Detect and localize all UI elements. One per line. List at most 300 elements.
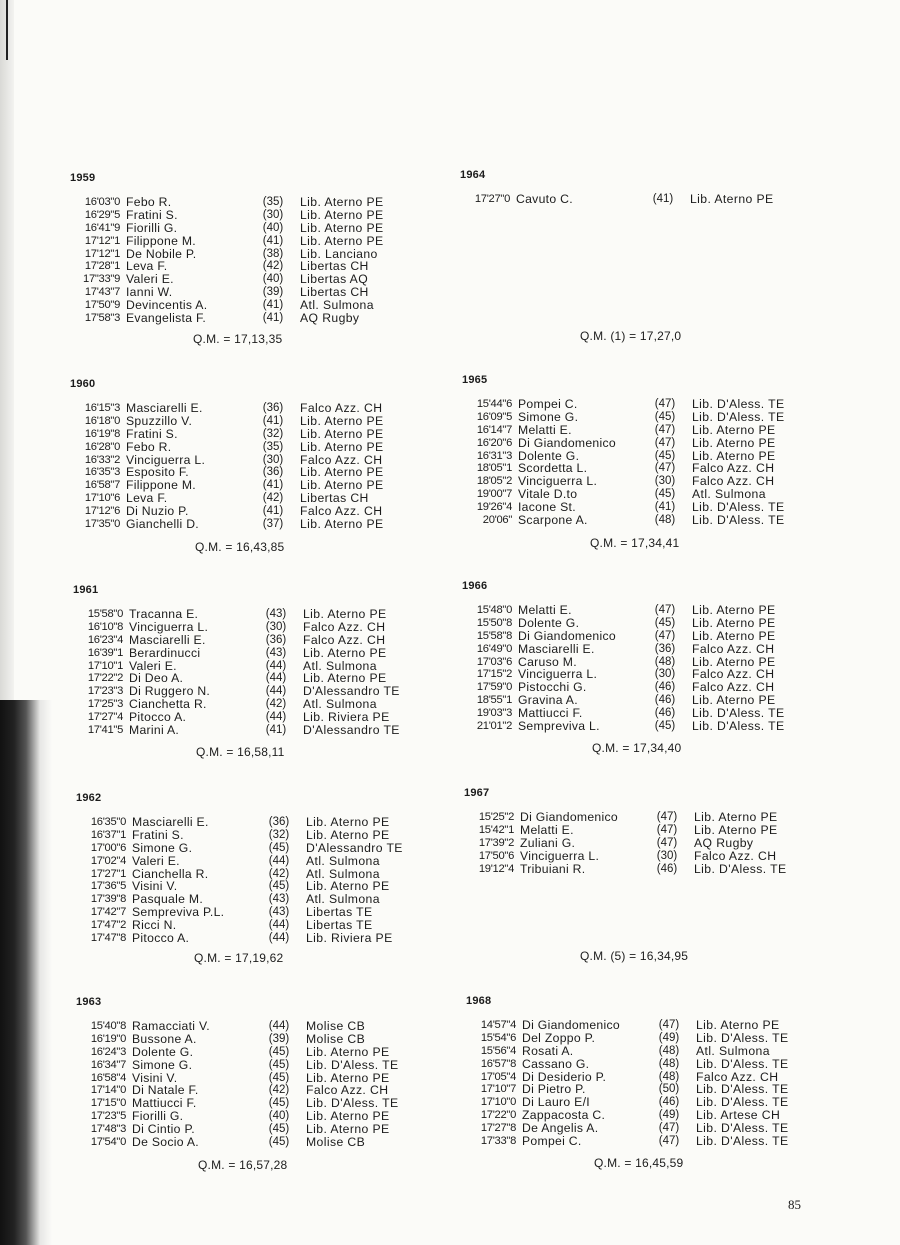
athlete-age: (45) — [654, 488, 676, 501]
athlete-name: Del Zoppo P. — [522, 1030, 596, 1045]
result-row — [76, 932, 456, 945]
club-name: Falco Azz. CH — [696, 1069, 779, 1084]
finish-time: 15'56"4 — [480, 1044, 516, 1057]
year-heading: 1959 — [70, 172, 96, 184]
result-row — [76, 829, 456, 842]
results-list — [466, 1019, 846, 1148]
club-name: Falco Azz. CH — [306, 1083, 389, 1098]
club-name: Libertas TE — [306, 905, 373, 920]
athlete-name: Di Giandomenico — [518, 628, 616, 643]
athlete-age: (46) — [658, 1096, 680, 1109]
year-heading: 1962 — [76, 792, 102, 804]
club-name: Lib. D'Aless. TE — [696, 1121, 789, 1136]
finish-time: 17'10"0 — [480, 1096, 516, 1109]
average-time-1960: Q.M. = 16,43,85 — [195, 540, 285, 554]
result-row — [462, 411, 842, 424]
average-time-1963: Q.M. = 16,57,28 — [198, 1158, 288, 1172]
result-row — [462, 604, 842, 617]
club-name: Lib. Aterno PE — [303, 645, 387, 660]
athlete-age: (35) — [262, 440, 284, 453]
finish-time: 18'05"1 — [476, 462, 512, 475]
club-name: Atl. Sulmona — [306, 892, 380, 907]
club-name: Lib. Aterno PE — [694, 822, 778, 837]
athlete-age: (47) — [654, 462, 676, 475]
athlete-name: Sempreviva L. — [518, 719, 600, 734]
finish-time: 17'41"5 — [87, 724, 123, 737]
athlete-age: (45) — [268, 1136, 290, 1149]
club-name: Lib. Aterno PE — [692, 693, 776, 708]
year-heading: 1968 — [466, 995, 492, 1007]
club-name: Molise CB — [306, 1019, 366, 1033]
finish-time: 16'49"0 — [476, 642, 512, 655]
athlete-name: Di Nuzio P. — [126, 504, 189, 519]
finish-time: 17'22"0 — [480, 1109, 516, 1122]
finish-time: 17'59"0 — [476, 681, 512, 694]
athlete-name: Valeri E. — [132, 853, 180, 868]
finish-time: 17'14"0 — [90, 1084, 126, 1097]
result-row — [76, 1059, 456, 1072]
club-name: Lib. D'Aless. TE — [692, 397, 785, 411]
finish-time: 17'27"8 — [480, 1122, 516, 1135]
club-name: Lib. Aterno PE — [692, 654, 776, 669]
finish-time: 16'35"3 — [84, 466, 120, 479]
athlete-age: (36) — [654, 642, 676, 655]
finish-time: 17'39"8 — [90, 893, 126, 906]
club-name: Lib. Artese CH — [696, 1108, 781, 1123]
athlete-name: Di Pietro P. — [522, 1082, 586, 1097]
athlete-age: (44) — [265, 672, 287, 685]
athlete-name: De Nobile P. — [126, 246, 197, 261]
athlete-name: Vinciguerra L. — [126, 452, 206, 467]
result-row — [462, 424, 842, 437]
athlete-age: (44) — [268, 919, 290, 932]
finish-time: 17'12"1 — [84, 234, 120, 247]
athlete-name: Pompei C. — [518, 397, 578, 411]
results-list — [73, 608, 453, 737]
club-name: Lib. Riviera PE — [303, 710, 390, 725]
athlete-age: (30) — [265, 620, 287, 633]
club-name: Lib. Aterno PE — [303, 671, 387, 686]
athlete-age: (42) — [262, 260, 284, 273]
result-row — [76, 1020, 456, 1033]
athlete-age: (42) — [268, 1084, 290, 1097]
results-list — [76, 1020, 456, 1149]
athlete-name: Marini A. — [129, 723, 180, 738]
average-time-1967: Q.M. (5) = 16,34,95 — [580, 949, 689, 963]
athlete-age: (41) — [265, 724, 287, 737]
club-name: Lib. D'Aless. TE — [696, 1134, 789, 1149]
athlete-age: (45) — [268, 1045, 290, 1058]
athlete-name: Ricci N. — [132, 918, 177, 933]
result-row — [462, 398, 842, 411]
club-name: Lib. Aterno PE — [300, 195, 384, 209]
finish-time: 16'18"0 — [84, 414, 120, 427]
athlete-name: Scordetta L. — [518, 461, 588, 476]
club-name: Atl. Sulmona — [696, 1043, 770, 1058]
finish-time: 17'48"3 — [90, 1123, 126, 1136]
finish-time: 16'37"1 — [90, 828, 126, 841]
finish-time: 17'27"4 — [87, 711, 123, 724]
athlete-name: Di Lauro E/I — [522, 1095, 590, 1110]
year-heading: 1966 — [462, 580, 488, 592]
athlete-age: (47) — [654, 398, 676, 410]
club-name: Lib. D'Aless. TE — [692, 409, 785, 424]
athlete-name: Gianchelli D. — [126, 517, 199, 532]
athlete-name: Cavuto C. — [516, 192, 573, 206]
athlete-name: Masciarelli E. — [518, 641, 595, 656]
athlete-name: Masciarelli E. — [126, 401, 203, 415]
athlete-age: (45) — [268, 1058, 290, 1071]
club-name: D'Alessandro TE — [306, 840, 403, 855]
club-name: Atl. Sulmona — [306, 853, 380, 868]
athlete-name: Berardinucci — [129, 645, 201, 660]
club-name: Falco Azz. CH — [692, 680, 775, 695]
club-name: Lib. D'Aless. TE — [696, 1056, 789, 1071]
athlete-age: (47) — [654, 423, 676, 436]
athlete-name: Pitocco A. — [129, 710, 187, 725]
result-row — [462, 643, 842, 656]
finish-time: 18'05"2 — [476, 475, 512, 488]
athlete-name: Fiorilli G. — [126, 220, 178, 235]
club-name: Lib. Aterno PE — [300, 413, 384, 428]
club-name: Lib. Aterno PE — [300, 465, 384, 480]
athlete-age: (35) — [262, 196, 284, 208]
results-list — [462, 398, 842, 527]
year-heading: 1960 — [70, 378, 96, 390]
finish-time: 17'12"6 — [84, 505, 120, 518]
finish-time: 17'28"1 — [84, 260, 120, 273]
athlete-age: (46) — [654, 681, 676, 694]
club-name: Lib. Aterno PE — [692, 448, 776, 463]
athlete-name: Vinciguerra L. — [520, 848, 600, 863]
finish-time: 17'10"6 — [84, 492, 120, 505]
athlete-age: (41) — [262, 312, 284, 325]
athlete-age: (41) — [262, 505, 284, 518]
club-name: Lib. D'Aless. TE — [696, 1095, 789, 1110]
athlete-name: Fratini S. — [132, 827, 184, 842]
athlete-age: (42) — [265, 698, 287, 711]
finish-time: 16'57"8 — [480, 1057, 516, 1070]
athlete-age: (45) — [268, 841, 290, 854]
athlete-name: Pistocchi G. — [518, 680, 587, 695]
finish-time: 17'50"6 — [478, 849, 514, 862]
finish-time: 17'15"2 — [476, 668, 512, 681]
athlete-name: Masciarelli E. — [132, 815, 209, 829]
athlete-age: (44) — [268, 932, 290, 945]
athlete-age: (48) — [654, 655, 676, 668]
athlete-name: Febo R. — [126, 195, 172, 209]
athlete-name: Vinciguerra L. — [129, 619, 209, 634]
athlete-age: (38) — [262, 247, 284, 260]
year-heading: 1963 — [76, 996, 102, 1008]
club-name: Falco Azz. CH — [694, 848, 777, 863]
athlete-name: Cassano G. — [522, 1056, 590, 1071]
finish-time: 17'27"1 — [90, 867, 126, 880]
club-name: Lib. Riviera PE — [306, 931, 393, 946]
athlete-name: Febo R. — [126, 439, 172, 454]
club-name: Lib. D'Aless. TE — [692, 706, 785, 721]
finish-time: 17'23"3 — [87, 685, 123, 698]
athlete-age: (47) — [654, 629, 676, 642]
result-row — [76, 816, 456, 829]
result-row — [466, 1045, 846, 1058]
results-list — [70, 402, 450, 531]
athlete-age: (45) — [268, 1071, 290, 1084]
finish-time: 17'05"4 — [480, 1070, 516, 1083]
finish-time: 16'31"3 — [476, 449, 512, 462]
athlete-age: (47) — [656, 811, 678, 823]
result-row — [464, 850, 844, 863]
finish-time: 15'58"0 — [87, 608, 123, 620]
club-name: Lib. Aterno PE — [306, 815, 390, 829]
result-row — [70, 428, 450, 441]
finish-time: 17'42"7 — [90, 906, 126, 919]
result-row — [466, 1019, 846, 1032]
result-row — [462, 630, 842, 643]
club-name: Lib. Aterno PE — [692, 628, 776, 643]
club-name: Lib. Aterno PE — [692, 422, 776, 437]
page-number: 85 — [788, 1197, 801, 1212]
athlete-name: Iacone St. — [518, 500, 576, 515]
athlete-name: Filippone M. — [126, 233, 196, 248]
athlete-age: (30) — [654, 668, 676, 681]
finish-time: 17'12"1 — [84, 247, 120, 260]
finish-time: 18'55"1 — [476, 694, 512, 707]
athlete-name: Ramacciati V. — [132, 1019, 210, 1033]
athlete-age: (47) — [658, 1135, 680, 1148]
athlete-name: Evangelista F. — [126, 311, 207, 326]
athlete-name: Mattiucci F. — [518, 706, 583, 721]
finish-time: 17'25"3 — [87, 698, 123, 711]
finish-time: 17'23"5 — [90, 1110, 126, 1123]
year-heading: 1964 — [460, 169, 486, 181]
club-name: Lib. D'Aless. TE — [694, 861, 787, 876]
club-name: Lib. Aterno PE — [306, 1044, 390, 1059]
finish-time: 16'35"0 — [90, 816, 126, 828]
athlete-age: (43) — [265, 646, 287, 659]
club-name: Libertas CH — [300, 491, 369, 506]
athlete-name: Vinciguerra L. — [518, 667, 598, 682]
club-name: D'Alessandro TE — [303, 684, 400, 699]
result-row — [73, 647, 453, 660]
athlete-name: Melatti E. — [520, 822, 574, 837]
club-name: Lib. Aterno PE — [306, 1122, 390, 1137]
athlete-name: Pitocco A. — [132, 931, 190, 946]
athlete-age: (41) — [654, 501, 676, 514]
club-name: Lib. D'Aless. TE — [306, 1096, 399, 1111]
finish-time: 16'29"5 — [84, 208, 120, 221]
athlete-name: Tracanna E. — [129, 607, 199, 621]
athlete-name: Simone G. — [132, 840, 193, 855]
athlete-name: Gravina A. — [518, 693, 578, 708]
athlete-age: (47) — [658, 1122, 680, 1135]
club-name: Falco Azz. CH — [692, 641, 775, 656]
club-name: Falco Azz. CH — [300, 401, 383, 415]
finish-time: 15'50"8 — [476, 616, 512, 629]
club-name: Lib. Aterno PE — [300, 478, 384, 493]
result-row — [70, 415, 450, 428]
club-name: Falco Azz. CH — [303, 632, 386, 647]
athlete-age: (36) — [262, 402, 284, 414]
club-name: Lib. Aterno PE — [692, 435, 776, 450]
average-time-1965: Q.M. = 17,34,41 — [590, 536, 680, 550]
athlete-name: Sempreviva P.L. — [132, 905, 225, 920]
athlete-age: (43) — [268, 906, 290, 919]
club-name: Lib. D'Aless. TE — [692, 719, 785, 734]
finish-time: 17'22"2 — [87, 672, 123, 685]
athlete-name: Vitale D.to — [518, 487, 578, 502]
athlete-age: (45) — [268, 880, 290, 893]
club-name: AQ Rugby — [694, 835, 754, 850]
athlete-age: (44) — [265, 711, 287, 724]
club-name: Lib. Aterno PE — [306, 1070, 390, 1085]
athlete-name: Devincentis A. — [126, 298, 208, 313]
finish-time: 16'58"4 — [90, 1071, 126, 1084]
athlete-name: Zappacosta C. — [522, 1108, 606, 1123]
athlete-name: Di Ruggero N. — [129, 684, 211, 699]
finish-time: 17'47"8 — [90, 932, 126, 945]
athlete-name: Visini V. — [132, 879, 178, 894]
athlete-age: (43) — [265, 608, 287, 620]
club-name: Lib. Aterno PE — [692, 603, 776, 617]
result-row — [70, 441, 450, 454]
club-name: Lib. D'Aless. TE — [696, 1082, 789, 1097]
finish-time: 17'02"4 — [90, 854, 126, 867]
result-row — [466, 1032, 846, 1045]
finish-time: 17'00"6 — [90, 841, 126, 854]
club-name: Lib. D'Aless. TE — [306, 1057, 399, 1072]
athlete-name: Dolente G. — [518, 615, 580, 630]
result-row — [76, 1046, 456, 1059]
finish-time: 15'48"0 — [476, 604, 512, 616]
finish-time: 16'20"6 — [476, 436, 512, 449]
club-name: Lib. Lanciano — [300, 246, 378, 261]
club-name: Libertas CH — [300, 285, 369, 300]
athlete-age: (47) — [654, 604, 676, 616]
finish-time: 15'44"6 — [476, 398, 512, 410]
athlete-age: (41) — [262, 414, 284, 427]
athlete-name: Pasquale M. — [132, 892, 204, 907]
athlete-age: (47) — [656, 836, 678, 849]
page-binding-shadow — [0, 700, 52, 1245]
results-list — [460, 193, 840, 206]
athlete-name: Dolente G. — [518, 448, 580, 463]
club-name: Falco Azz. CH — [692, 461, 775, 476]
club-name: Lib. Aterno PE — [690, 192, 774, 206]
club-name: Falco Azz. CH — [303, 619, 386, 634]
result-row — [70, 196, 450, 209]
athlete-age: (45) — [654, 410, 676, 423]
athlete-age: (45) — [268, 1097, 290, 1110]
average-time-1964: Q.M. (1) = 17,27,0 — [580, 329, 682, 343]
club-name: Lib. Aterno PE — [300, 426, 384, 441]
athlete-age: (41) — [262, 479, 284, 492]
club-name: Lib. Aterno PE — [300, 439, 384, 454]
athlete-age: (44) — [268, 854, 290, 867]
result-row — [466, 1135, 846, 1148]
average-time-1961: Q.M. = 16,58,11 — [196, 745, 285, 759]
finish-time: 14'57"4 — [480, 1019, 516, 1031]
finish-time: 16'41"9 — [84, 221, 120, 234]
athlete-age: (32) — [268, 828, 290, 841]
athlete-name: Leva F. — [126, 259, 168, 274]
athlete-name: De Angelis A. — [522, 1121, 599, 1136]
athlete-name: Di Desiderio P. — [522, 1069, 607, 1084]
finish-time: 17'10"1 — [87, 659, 123, 672]
average-time-1959: Q.M. = 17,13,35 — [193, 332, 283, 346]
athlete-name: Di Natale F. — [132, 1083, 199, 1098]
athlete-name: Simone G. — [518, 409, 579, 424]
finish-time: 19'26"4 — [476, 501, 512, 514]
athlete-name: Leva F. — [126, 491, 168, 506]
average-time-1968: Q.M. = 16,45,59 — [594, 1156, 684, 1170]
results-list — [464, 811, 844, 875]
athlete-age: (36) — [262, 466, 284, 479]
club-name: Lib. Aterno PE — [692, 615, 776, 630]
club-name: Lib. Aterno PE — [300, 233, 384, 248]
result-row — [466, 1058, 846, 1071]
athlete-name: Rosati A. — [522, 1043, 574, 1058]
club-name: Lib. Aterno PE — [303, 607, 387, 621]
athlete-age: (46) — [656, 862, 678, 875]
athlete-age: (30) — [262, 208, 284, 221]
athlete-name: Di Giandomenico — [522, 1018, 620, 1032]
athlete-name: De Socio A. — [132, 1135, 199, 1150]
club-name: Lib. Aterno PE — [306, 1109, 390, 1124]
athlete-name: Di Cintio P. — [132, 1122, 195, 1137]
club-name: Lib. Aterno PE — [306, 879, 390, 894]
finish-time: 16'15"3 — [84, 402, 120, 414]
athlete-name: Melatti E. — [518, 603, 572, 617]
club-name: Libertas AQ — [300, 272, 369, 287]
result-row — [464, 824, 844, 837]
result-row — [73, 634, 453, 647]
year-heading: 1967 — [464, 787, 490, 799]
athlete-age: (49) — [658, 1109, 680, 1122]
athlete-age: (40) — [262, 273, 284, 286]
athlete-name: Simone G. — [132, 1057, 193, 1072]
athlete-age: (44) — [265, 659, 287, 672]
finish-time: 21'01"2 — [476, 720, 512, 733]
result-row — [464, 837, 844, 850]
finish-time: 17'54"0 — [90, 1136, 126, 1149]
athlete-name: Di Giandomenico — [518, 435, 616, 450]
finish-time: 17'27"0 — [474, 193, 510, 205]
result-row — [462, 617, 842, 630]
athlete-age: (42) — [262, 492, 284, 505]
athlete-age: (41) — [652, 193, 674, 205]
athlete-name: Valeri E. — [129, 658, 177, 673]
club-name: Libertas TE — [306, 918, 373, 933]
finish-time: 20'06" — [482, 514, 512, 527]
athlete-age: (46) — [654, 707, 676, 720]
club-name: Atl. Sulmona — [303, 658, 377, 673]
athlete-name: Scarpone A. — [518, 513, 588, 528]
finish-time: 17'10"7 — [480, 1083, 516, 1096]
athlete-name: Spuzzillo V. — [126, 413, 193, 428]
athlete-age: (47) — [654, 436, 676, 449]
finish-time: 16'03"0 — [84, 196, 120, 208]
finish-time: 16'39"1 — [87, 646, 123, 659]
athlete-age: (48) — [654, 514, 676, 527]
club-name: Atl. Sulmona — [692, 487, 766, 502]
athlete-age: (41) — [262, 299, 284, 312]
result-row — [73, 608, 453, 621]
result-row — [73, 724, 453, 737]
club-name: Falco Azz. CH — [692, 667, 775, 682]
athlete-name: Melatti E. — [518, 422, 572, 437]
club-name: Atl. Sulmona — [303, 697, 377, 712]
